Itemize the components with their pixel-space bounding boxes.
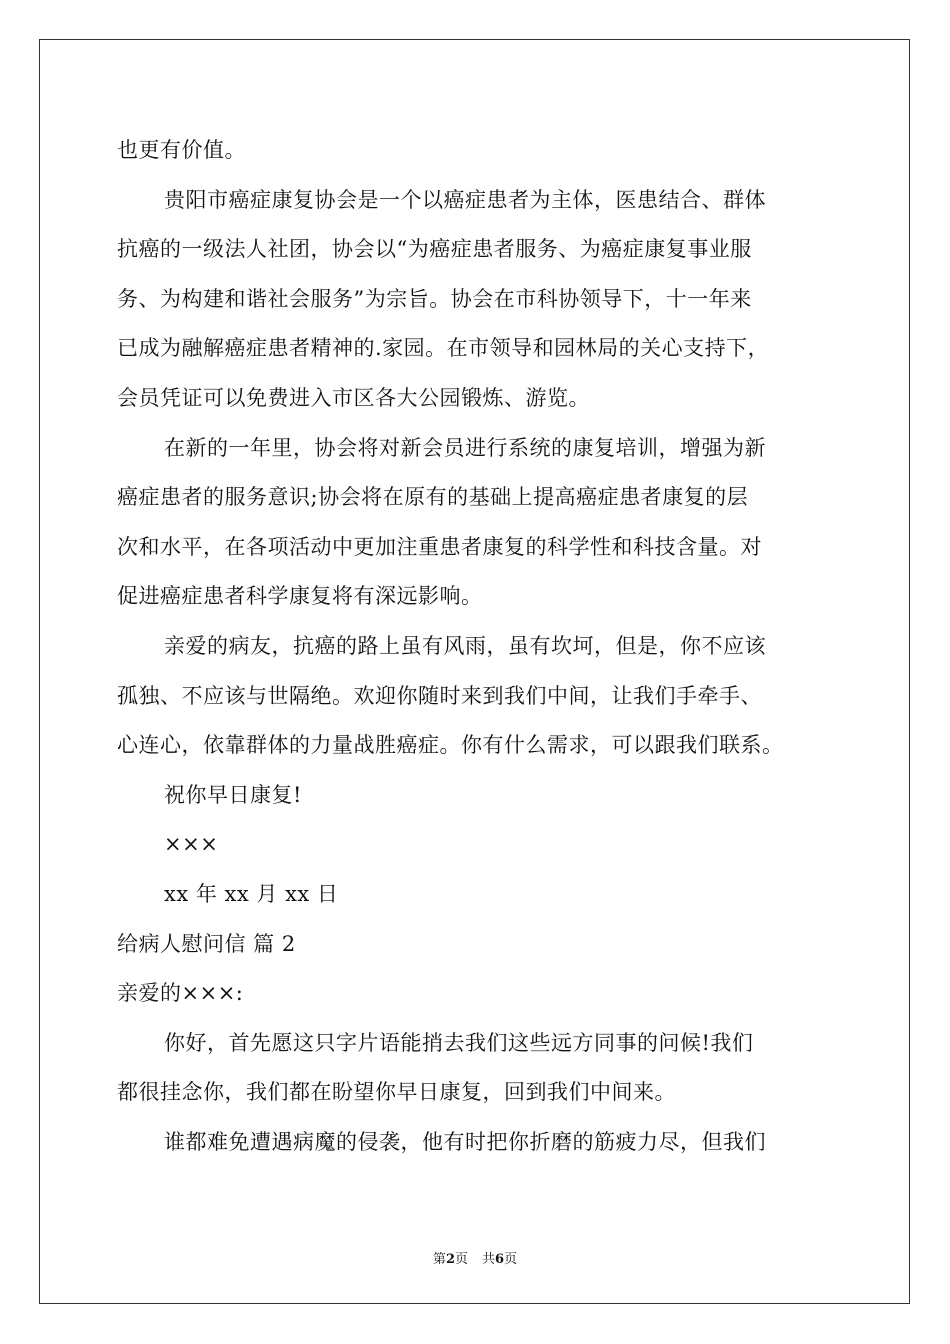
total-prefix: 共	[482, 1252, 496, 1267]
total-suffix: 页	[504, 1252, 518, 1267]
page-prefix: 第	[432, 1252, 446, 1267]
page-footer	[0, 1248, 950, 1267]
paragraph-line: 谁都难免遭遇病魔的侵袭，他有时把你折磨的筋疲力尽，但我们	[164, 1129, 766, 1154]
closing-wish: 祝你早日康复!	[164, 782, 302, 807]
paragraph-line: 癌症患者的服务意识;协会将在原有的基础上提高癌症患者康复的层	[117, 485, 749, 510]
paragraph-line: 已成为融解癌症患者精神的.家园。在市领导和园林局的关心支持下，	[117, 336, 770, 361]
date-line: xx 年 xx 月 xx 日	[164, 881, 339, 906]
paragraph-line: 次和水平，在各项活动中更加注重患者康复的科学性和科技含量。对	[117, 534, 762, 559]
section-heading: 给病人慰问信 篇 2	[117, 931, 296, 956]
page-suffix: 页	[454, 1252, 468, 1267]
paragraph-line: 你好，首先愿这只字片语能捎去我们这些远方同事的问候!我们	[164, 1030, 754, 1055]
paragraph-line: 亲爱的病友，抗癌的路上虽有风雨，虽有坎坷，但是，你不应该	[164, 633, 766, 658]
paragraph-line: 在新的一年里，协会将对新会员进行系统的康复培训，增强为新	[164, 435, 766, 460]
paragraph-line: 会员凭证可以免费进入市区各大公园锻炼、游览。	[117, 385, 590, 410]
salutation: 亲爱的×××:	[117, 981, 244, 1006]
total-pages: 6	[495, 1252, 505, 1267]
paragraph-line: 促进癌症患者科学康复将有深远影响。	[117, 584, 483, 609]
paragraph-line: 贵阳市癌症康复协会是一个以癌症患者为主体，医患结合、群体	[164, 187, 766, 212]
paragraph-line: 都很挂念你，我们都在盼望你早日康复，回到我们中间来。	[117, 1080, 676, 1105]
signature: ×××	[164, 832, 219, 857]
page-number: 2	[445, 1252, 455, 1267]
paragraph-line: 心连心，依靠群体的力量战胜癌症。你有什么需求，可以跟我们联系。	[117, 733, 784, 758]
paragraph-line: 孤独、不应该与世隔绝。欢迎你随时来到我们中间，让我们手牵手、	[117, 683, 762, 708]
paragraph-line: 抗癌的一级法人社团，协会以“为癌症患者服务、为癌症康复事业服	[117, 237, 752, 262]
paragraph-line: 务、为构建和谐社会服务”为宗旨。协会在市科协领导下，十一年来	[117, 286, 752, 311]
document-body	[117, 126, 847, 1167]
paragraph-line: 也更有价值。	[117, 138, 246, 162]
